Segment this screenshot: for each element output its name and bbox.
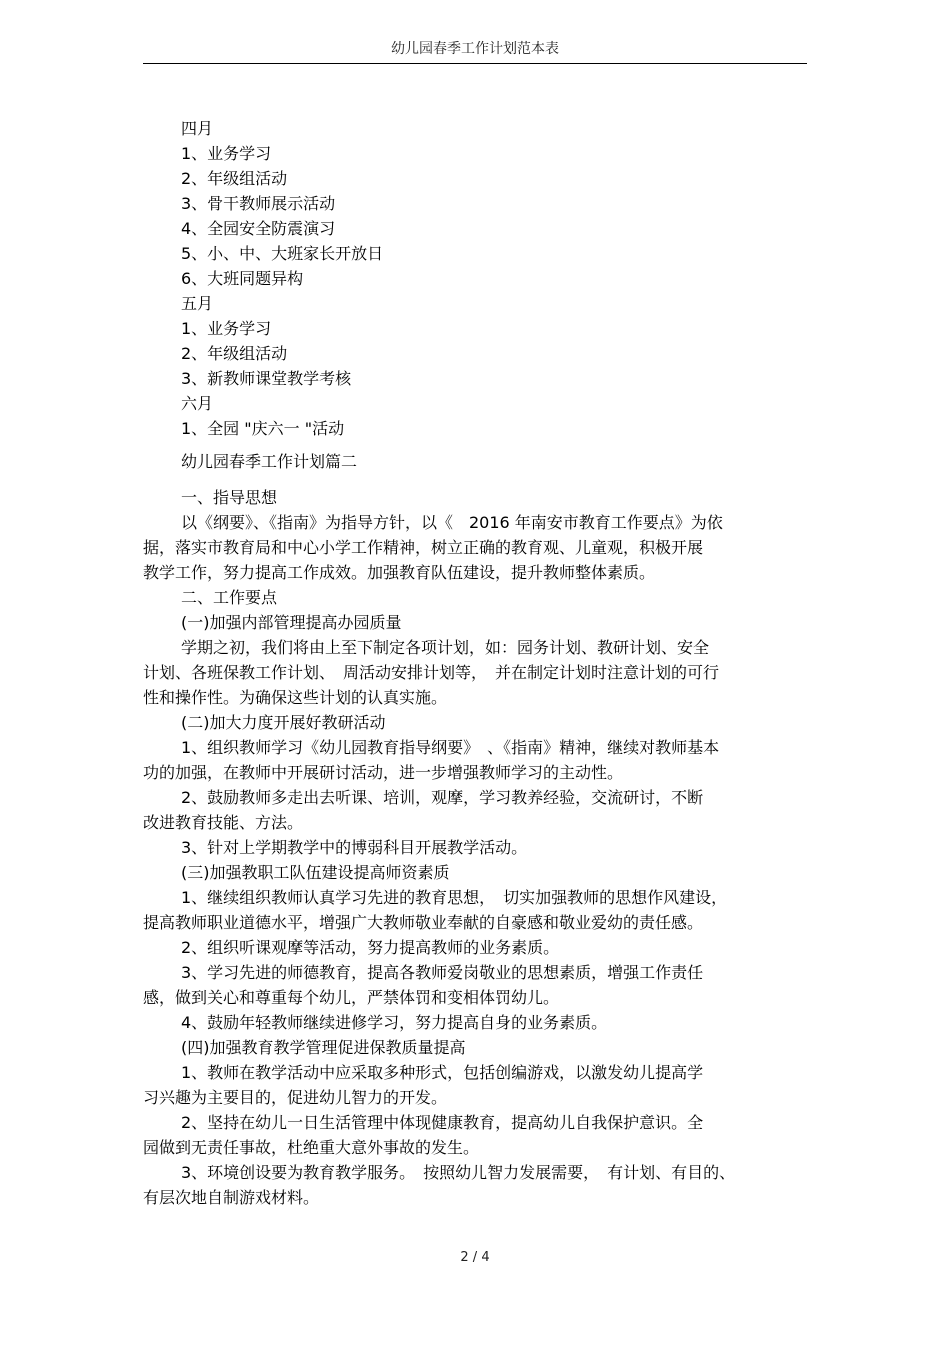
paragraph-line: 有层次地自制游戏材料。	[143, 1188, 320, 1207]
list-item: 4、全园安全防震演习	[181, 219, 336, 238]
month-heading: 六月	[181, 394, 214, 413]
paragraph-line: 据，落实市教育局和中心小学工作精神，树立正确的教育观、儿童观，积极开展	[143, 538, 704, 557]
paragraph-line: 以《纲要》、《指南》为指导方针，以《 2016 年南安市教育工作要点》为依	[181, 513, 723, 532]
document-body	[143, 116, 793, 1210]
paragraph-heading: (一)加强内部管理提高办园质量	[181, 613, 402, 632]
page-header-title: 幼儿园春季工作计划范本表	[391, 41, 559, 57]
list-item: 3、骨干教师展示活动	[181, 194, 336, 213]
header-rule	[143, 63, 807, 64]
paragraph-heading: (四)加强教育教学管理促进保教质量提高	[181, 1038, 466, 1057]
paragraph-line: 提高教师职业道德水平，增强广大教师敬业奉献的自豪感和敬业爱幼的责任感。	[143, 913, 704, 932]
list-item: 2、年级组活动	[181, 344, 288, 363]
paragraph-line: 习兴趣为主要目的，促进幼儿智力的开发。	[143, 1088, 448, 1107]
paragraph-line: 1、教师在教学活动中应采取多种形式，包括创编游戏，以激发幼儿提高学	[181, 1063, 704, 1082]
paragraph-line: 1、继续组织教师认真学习先进的教育思想， 切实加强教师的思想作风建设，	[181, 888, 728, 907]
paragraph-heading: 二、工作要点	[181, 588, 278, 607]
page-number: 2 / 4	[460, 1250, 490, 1265]
list-item: 1、业务学习	[181, 319, 272, 338]
paragraph-heading: (二)加大力度开展好教研活动	[181, 713, 386, 732]
list-item: 6、大班同题异构	[181, 269, 304, 288]
paragraph-line: 3、学习先进的师德教育，提高各教师爱岗敬业的思想素质，增强工作责任	[181, 963, 704, 982]
paragraph-heading: 一、指导思想	[181, 488, 278, 507]
list-item: 3、新教师课堂教学考核	[181, 369, 352, 388]
paragraph-line: 3、环境创设要为教育教学服务。 按照幼儿智力发展需要， 有计划、有目的、	[181, 1163, 736, 1182]
paragraph-line: 性和操作性。为确保这些计划的认真实施。	[143, 688, 448, 707]
list-item: 2、年级组活动	[181, 169, 288, 188]
paragraph-line: 1、组织教师学习《幼儿园教育指导纲要》 、《指南》精神，继续对教师基本	[181, 738, 720, 757]
paragraph-heading: (三)加强教职工队伍建设提高师资素质	[181, 863, 450, 882]
paragraph-line: 4、鼓励年轻教师继续进修学习，努力提高自身的业务素质。	[181, 1013, 608, 1032]
paragraph-line: 2、坚持在幼儿一日生活管理中体现健康教育，提高幼儿自我保护意识。全	[181, 1113, 704, 1132]
paragraph-line: 园做到无责任事故，杜绝重大意外事故的发生。	[143, 1138, 480, 1157]
list-item: 1、全园 "庆六一 "活动	[181, 419, 345, 438]
month-heading: 四月	[181, 119, 214, 138]
list-item: 5、小、中、大班家长开放日	[181, 244, 384, 263]
paragraph-line: 教学工作，努力提高工作成效。加强教育队伍建设，提升教师整体素质。	[143, 563, 656, 582]
paragraph-line: 3、针对上学期教学中的博弱科目开展教学活动。	[181, 838, 528, 857]
paragraph-line: 功的加强，在教师中开展研讨活动，进一步增强教师学习的主动性。	[143, 763, 624, 782]
paragraph-line: 学期之初，我们将由上至下制定各项计划，如：园务计划、教研计划、安全	[181, 638, 710, 657]
list-item: 1、业务学习	[181, 144, 272, 163]
section-title: 幼儿园春季工作计划篇二	[181, 452, 358, 471]
paragraph-line: 感，做到关心和尊重每个幼儿，严禁体罚和变相体罚幼儿。	[143, 988, 560, 1007]
paragraph-line: 2、组织听课观摩等活动，努力提高教师的业务素质。	[181, 938, 560, 957]
month-heading: 五月	[181, 294, 214, 313]
paragraph-line: 计划、各班保教工作计划、 周活动安排计划等， 并在制定计划时注意计划的可行	[143, 663, 720, 682]
paragraph-line: 2、鼓励教师多走出去听课、培训，观摩，学习教养经验，交流研讨，不断	[181, 788, 704, 807]
paragraph-line: 改进教育技能、方法。	[143, 813, 304, 832]
